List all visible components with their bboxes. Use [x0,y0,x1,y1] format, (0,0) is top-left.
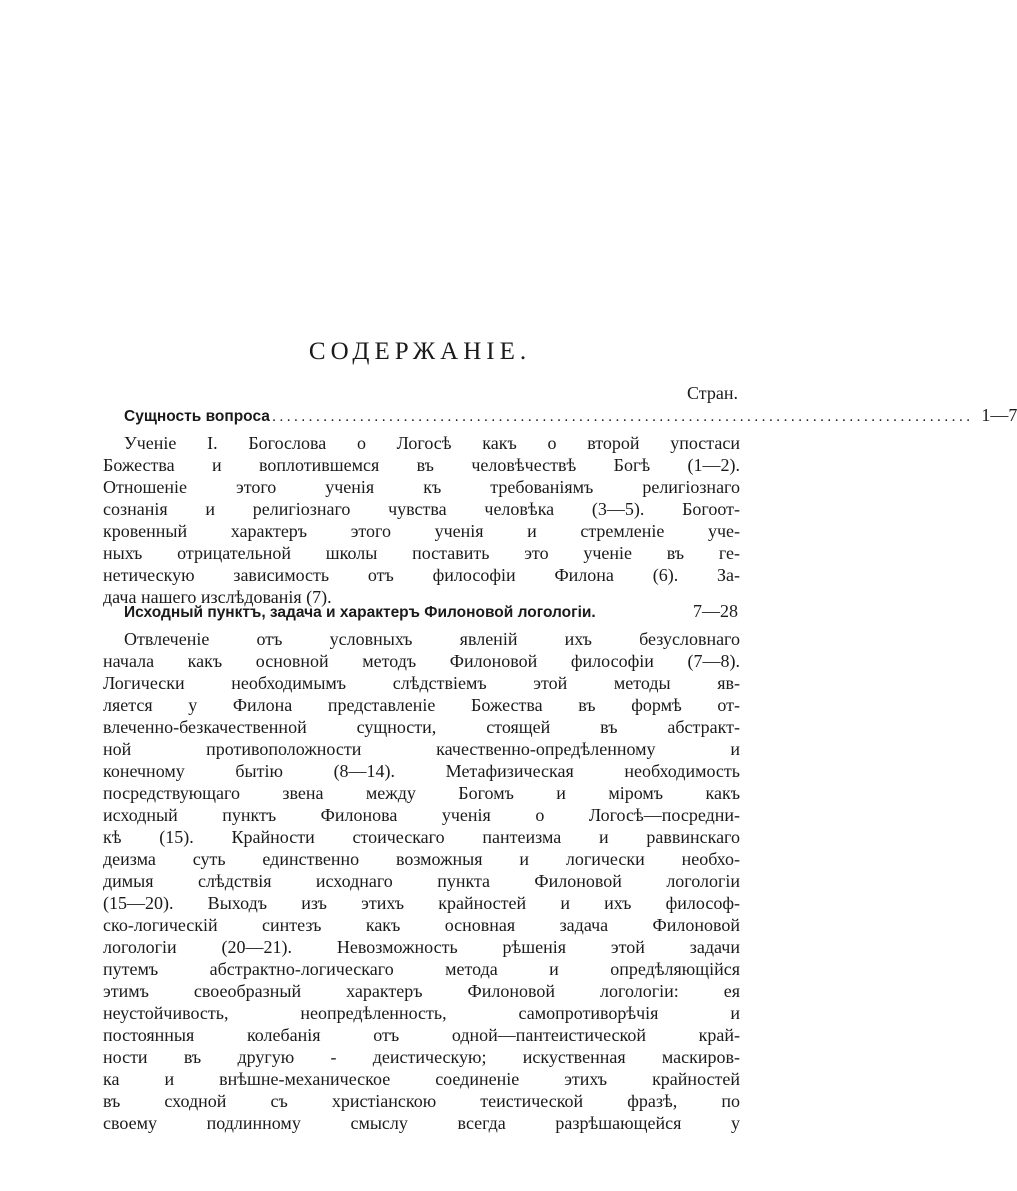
text-line: ка и внѣшне-механическое соединеніе этихъ крайностей [103,1069,740,1089]
text-line: неустойчивость, неопредѣленность, самопротиворѣчія и [103,1003,740,1023]
text-line: постоянныя колебанія отъ одной—пантеистической край- [103,1025,740,1045]
text-line: влеченно-безкачественной сущности, стоящей въ абстракт- [103,717,740,737]
text-line: Логически необходимымъ слѣдствіемъ этой методы яв- [103,673,740,693]
page-title: СОДЕРЖАНІЕ. [308,338,532,365]
section-page-range: 7—28 [693,601,738,621]
text-line: сознанія и религіознаго чувства человѣка (3—5). Богоот- [103,499,740,519]
text-line: ляется у Филона представленіе Божества въ формѣ от- [103,695,740,715]
text-line: (15—20). Выходъ изъ этихъ крайностей и ихъ философ- [103,893,740,913]
text-line: деизма суть единственно возможныя и логически необхо- [103,849,740,869]
text-line: посредствующаго звена между Богомъ и міромъ какъ [103,783,740,803]
text-line: въ сходной съ христіанскою теистической фразѣ, по [103,1091,740,1111]
text-line: своему подлинному смыслу всегда разрѣшающейся у [103,1113,740,1133]
text-line: ной противоположности качественно-опредѣленному и [103,739,740,759]
text-line: Отношеніе этого ученія къ требованіямъ религіознаго [103,477,740,497]
section-title: Исходный пунктъ, задача и характеръ Филоновой логологіи. [124,604,596,621]
text-line: ности въ другую - деистическую; искуственная маскиров- [103,1047,740,1067]
text-line: нетическую зависимость отъ философіи Филона (6). За- [103,565,740,585]
leader-dots: ................................................................................................ [271,408,974,425]
text-line: дача нашего изслѣдованія (7). [103,587,332,607]
text-line: Божества и воплотившемся въ человѣчествѣ Богѣ (1—2). [103,455,740,475]
text-line: начала какъ основной методъ Филоновой философіи (7—8). [103,651,740,671]
text-line: этимъ своеобразный характеръ Филоновой логологіи: ея [103,981,740,1001]
page-column-header: Стран. [687,383,738,403]
text-line: Отвлеченіе отъ условныхъ явленій ихъ безусловнаго [124,629,740,649]
section-page-range: 1—7 [981,405,1017,425]
text-line: конечному бытію (8—14). Метафизическая необходимость [103,761,740,781]
text-line: логологіи (20—21). Невозможность рѣшенія этой задачи [103,937,740,957]
text-line: кѣ (15). Крайности стоическаго пантеизма и раввинскаго [103,827,740,847]
text-line: кровенный характеръ этого ученія и стремленіе уче- [103,521,740,541]
section-heading [124,601,738,625]
text-line: путемъ абстрактно-логическаго метода и опредѣляющійся [103,959,740,979]
text-line: димыя слѣдствія исходнаго пункта Филоновой логологіи [103,871,740,891]
section-heading [124,405,1017,429]
section-title: Сущность вопроса [124,408,270,425]
text-line: ныхъ отрицательной школы поставить это ученіе въ ге- [103,543,740,563]
text-line: ско-логическій синтезъ какъ основная задача Филоновой [103,915,740,935]
text-line: исходный пунктъ Филонова ученія о Логосѣ—посредни- [103,805,740,825]
text-line: Ученіе І. Богослова о Логосѣ какъ о второй упостаси [124,433,740,453]
